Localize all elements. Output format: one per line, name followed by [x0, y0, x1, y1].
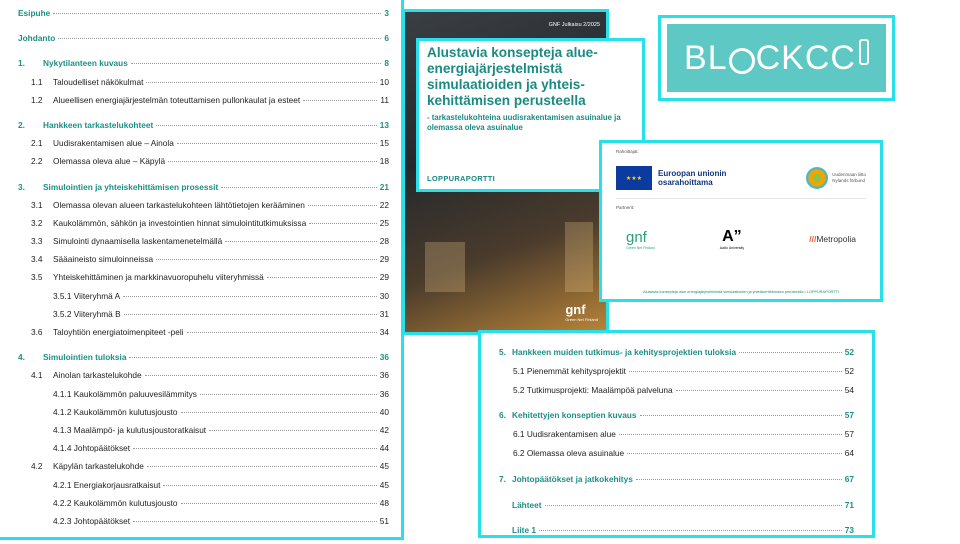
toc-entry-label: 5.2 Tutkimusprojekti: Maalämpöä palveluna: [513, 384, 673, 395]
toc-leader-dots: [123, 296, 377, 297]
toc-entry-page: 73: [844, 525, 854, 536]
globe-icon: [729, 48, 755, 74]
toc-entry-page: 48: [379, 497, 389, 508]
toc-leader-dots: [539, 530, 842, 531]
toc-leader-dots: [187, 332, 377, 333]
toc-entry-page: 52: [844, 347, 854, 357]
toc-entry-page: 71: [844, 499, 854, 510]
toc-entry-label: Nykytilanteen kuvaus: [43, 58, 128, 69]
toc-entry-label: 6.1 Uudisrakentamisen alue: [513, 429, 616, 440]
toc-leader-dots: [221, 187, 377, 188]
toc-leader-dots: [676, 390, 842, 391]
toc-entry-number: 4.2: [31, 461, 43, 472]
toc-entry-page: 42: [379, 424, 389, 435]
partner-aalto-logo: A” Aalto University: [719, 228, 745, 250]
toc-entry-page: 51: [379, 515, 389, 526]
toc-entry-page: 6: [384, 33, 389, 44]
toc-page-right: [478, 330, 875, 538]
toc-entry[interactable]: [18, 425, 389, 443]
toc-entry[interactable]: [18, 156, 389, 174]
toc-entry-page: 36: [379, 352, 389, 363]
toc-entry[interactable]: [18, 272, 389, 290]
toc-entry-number: 5.: [499, 347, 506, 357]
toc-entry-number: 1.2: [31, 94, 43, 105]
toc-entry-number: 3.5: [31, 272, 43, 283]
toc-entry-page: 45: [379, 461, 389, 472]
funding-footer: Alustavia konsepteja alue-energiajärjestelmistä simulaatioiden ja yhteiskehittämisen perusteella • LOPPURAPORTTI: [643, 290, 839, 294]
toc-entry-number: 4.: [18, 352, 25, 363]
toc-leader-dots: [181, 503, 377, 504]
toc-entry-label: Lähteet: [512, 499, 542, 510]
toc-entry[interactable]: [18, 480, 389, 498]
toc-entry-page: 18: [379, 156, 389, 167]
toc-entry[interactable]: [499, 474, 854, 493]
toc-entry[interactable]: [18, 516, 389, 534]
toc-leader-dots: [177, 143, 377, 144]
toc-entry-page: 30: [379, 290, 389, 301]
cover-publication-code: GNF Julkaisu 2/2025: [548, 22, 600, 28]
toc-entry[interactable]: [499, 448, 854, 467]
eu-funding-text: Euroopan unionin osarahoittama: [658, 169, 727, 187]
toc-entry-number: 3.4: [31, 254, 43, 265]
toc-entry-page: 36: [379, 388, 389, 399]
toc-entry-label: 6.2 Olemassa oleva asuinalue: [513, 447, 625, 458]
toc-entry[interactable]: [499, 347, 854, 366]
toc-entry-label: 4.1.1 Kaukolämmön paluuvesilämmitys: [53, 388, 197, 399]
toc-entry[interactable]: [18, 77, 389, 95]
toc-entry-page: 57: [844, 410, 854, 421]
toc-leader-dots: [146, 82, 376, 83]
toc-entry-label: 4.1.4 Johtopäätökset: [53, 443, 131, 454]
toc-entry-page: 25: [379, 217, 389, 228]
toc-entry-page: 54: [844, 384, 854, 395]
toc-entry[interactable]: [18, 33, 389, 51]
toc-entry[interactable]: [18, 58, 389, 76]
toc-entry[interactable]: [18, 182, 389, 200]
toc-entry-page: 44: [379, 443, 389, 454]
toc-entry-label: Käpylän tarkastelukohde: [53, 461, 144, 472]
toc-leader-dots: [181, 412, 377, 413]
toc-entry[interactable]: [18, 443, 389, 461]
toc-leader-dots: [156, 259, 377, 260]
toc-entry-number: 3.2: [31, 217, 43, 228]
toc-entry-page: 21: [379, 181, 389, 192]
toc-entry-page: 3: [384, 8, 389, 18]
toc-leader-dots: [629, 371, 842, 372]
toc-leader-dots: [58, 38, 381, 39]
toc-entry-label: 4.1.2 Kaukolämmön kulutusjousto: [53, 406, 178, 417]
toc-entry-page: 15: [379, 138, 389, 149]
toc-entry-page: 29: [379, 254, 389, 265]
toc-leader-dots: [267, 277, 377, 278]
toc-entry-page: 52: [844, 365, 854, 376]
toc-entry-label: Kehitettyjen konseptien kuvaus: [512, 410, 637, 421]
toc-entry[interactable]: [18, 309, 389, 327]
toc-entry-label: 3.5.1 Viiteryhmä A: [53, 290, 121, 301]
toc-leader-dots: [163, 485, 376, 486]
toc-entry[interactable]: [18, 120, 389, 138]
toc-entry-page: 40: [379, 406, 389, 417]
toc-leader-dots: [303, 100, 377, 101]
toc-leader-dots: [309, 223, 377, 224]
toc-entry[interactable]: [18, 200, 389, 218]
blockcc-logo: BL CKCC: [667, 24, 886, 92]
toc-entry-page: 29: [379, 272, 389, 283]
toc-entry[interactable]: [18, 407, 389, 425]
toc-entry-number: 2.2: [31, 156, 43, 167]
toc-entry-label: Olemassa oleva alue – Käpylä: [53, 156, 166, 167]
toc-entry-page: 34: [379, 327, 389, 337]
toc-entry-label: 4.2.2 Kaukolämmön kulutusjousto: [53, 497, 178, 508]
toc-leader-dots: [225, 241, 377, 242]
toc-entry[interactable]: [18, 389, 389, 407]
toc-entry[interactable]: [18, 8, 389, 26]
toc-entry[interactable]: [18, 291, 389, 309]
toc-leader-dots: [168, 161, 377, 162]
toc-entry-number: 1.: [18, 58, 25, 69]
toc-entry-page: 10: [379, 76, 389, 87]
toc-entry-number: 3.3: [31, 236, 43, 247]
toc-entry-label: Alueellisen energiajärjestelmän toteuttamisen pullonkaulat ja esteet: [53, 94, 301, 105]
region-emblem-icon: [806, 167, 828, 189]
toc-entry[interactable]: [18, 95, 389, 113]
toc-entry-label: 3.5.2 Viiteryhmä B: [53, 308, 121, 319]
toc-entry-page: 64: [844, 447, 854, 458]
toc-entry-label: Taloyhtiön energiatoimenpiteet -peli: [53, 327, 184, 337]
toc-entry-label: Olemassa olevan alueen tarkastelukohteen lähtötietojen kerääminen: [53, 199, 305, 210]
toc-entry[interactable]: [18, 370, 389, 388]
toc-leader-dots: [619, 434, 842, 435]
toc-entry-label: Simulointi dynaamisella laskentamenetelmällä: [53, 236, 223, 247]
toc-leader-dots: [627, 453, 842, 454]
uusimaa-region-logo: Uudenmaan liitto Nylands förbund: [806, 167, 866, 189]
cover-window: [425, 242, 465, 292]
gnf-logo: gnf Green Net Finland: [565, 302, 598, 322]
toc-entry-label: Sääaineisto simuloinneissa: [53, 254, 154, 265]
toc-entry-label: Yhteiskehittäminen ja markkinavuoropuhelu viiteryhmissä: [53, 272, 264, 283]
thermometer-icon: [859, 39, 869, 65]
toc-entry-label: 4.1.3 Maalämpö- ja kulutusjoustoratkaisut: [53, 424, 207, 435]
toc-entry-page: 13: [379, 119, 389, 130]
toc-entry-number: 6.: [499, 410, 506, 421]
toc-entry[interactable]: [18, 218, 389, 236]
toc-entry[interactable]: [18, 498, 389, 516]
toc-entry-page: 67: [844, 473, 854, 484]
toc-leader-dots: [209, 430, 377, 431]
report-subtitle: - tarkastelukohteina uudisrakentamisen asuinalue ja olemassa oleva asuinalue: [427, 113, 621, 132]
toc-entry-label: 4.2.3 Johtopäätökset: [53, 515, 131, 526]
toc-entry-label: Hankkeen tarkastelukohteet: [43, 119, 154, 130]
toc-leader-dots: [124, 314, 377, 315]
toc-entry-label: Hankkeen muiden tutkimus- ja kehitysprojektien tuloksia: [512, 347, 737, 357]
toc-entry[interactable]: [499, 366, 854, 385]
toc-leader-dots: [308, 205, 377, 206]
toc-entry[interactable]: [499, 525, 854, 544]
toc-leader-dots: [545, 505, 842, 506]
toc-leader-dots: [133, 448, 377, 449]
toc-leader-dots: [133, 521, 377, 522]
toc-leader-dots: [640, 415, 842, 416]
partner-metropolia-logo: ///Metropolia: [809, 234, 856, 244]
toc-entry-label: Ainolan tarkastelukohde: [53, 370, 142, 381]
toc-page-left: [0, 0, 404, 540]
toc-entry-number: 2.1: [31, 138, 43, 149]
toc-entry-label: Simulointien ja yhteiskehittämisen prosessit: [43, 181, 219, 192]
blockcc-logo-box: [658, 15, 895, 101]
toc-entry-page: 28: [379, 236, 389, 247]
toc-entry-label: Kaukolämmön, sähkön ja investointien hinnat simulointitutkimuksissa: [53, 217, 307, 228]
toc-entry-label: Taloudelliset näkökulmat: [53, 76, 144, 87]
toc-entry[interactable]: [499, 500, 854, 519]
toc-entry-number: 3.6: [31, 327, 43, 337]
eu-flag-icon: ★★★: [616, 166, 652, 190]
toc-entry[interactable]: [18, 352, 389, 370]
toc-entry-number: 1.1: [31, 76, 43, 87]
toc-entry-number: 2.: [18, 119, 25, 130]
toc-entry-number: 3.: [18, 181, 25, 192]
toc-entry-label: Uudisrakentamisen alue – Ainola: [53, 138, 174, 149]
toc-entry-label: Simulointien tuloksia: [43, 352, 127, 363]
toc-leader-dots: [739, 352, 842, 353]
toc-entry-label: 5.1 Pienemmät kehitysprojektit: [513, 365, 626, 376]
toc-entry-label: Esipuhe: [18, 8, 51, 18]
toc-entry-page: 31: [379, 308, 389, 319]
toc-entry[interactable]: [499, 410, 854, 429]
funding-partners-page: [599, 140, 883, 302]
toc-entry-page: 57: [844, 429, 854, 440]
toc-entry-label: Liite 1: [512, 525, 536, 536]
toc-entry-page: 45: [379, 479, 389, 490]
toc-entry[interactable]: [499, 385, 854, 404]
toc-entry[interactable]: [499, 429, 854, 448]
toc-entry-page: 36: [379, 370, 389, 381]
toc-entry-label: 4.2.1 Energiakorjausratkaisut: [53, 479, 161, 490]
funders-label: Rahoittajat:: [616, 149, 639, 154]
toc-entry[interactable]: [18, 461, 389, 479]
partner-gnf-logo: gnf Green Net Finland: [626, 228, 655, 250]
toc-entry-page: 8: [384, 58, 389, 69]
toc-entry[interactable]: [18, 138, 389, 156]
toc-entry-number: 7.: [499, 473, 506, 484]
partners-label: Partnerit:: [616, 205, 635, 210]
toc-entry-page: 22: [379, 199, 389, 210]
toc-leader-dots: [53, 13, 381, 14]
toc-leader-dots: [131, 63, 382, 64]
toc-leader-dots: [636, 479, 842, 480]
toc-leader-dots: [129, 357, 376, 358]
report-title: Alustavia konsepteja alue-energiajärjestelmistä simulaatioiden ja yhteis-kehittämisen perusteella: [427, 45, 598, 108]
report-type-tag: LOPPURAPORTTI: [427, 174, 496, 183]
cover-window: [565, 222, 593, 292]
toc-leader-dots: [147, 466, 377, 467]
toc-leader-dots: [145, 375, 377, 376]
toc-entry-number: 4.1: [31, 370, 43, 381]
toc-entry-number: 3.1: [31, 199, 43, 210]
toc-entry-page: 11: [380, 94, 389, 105]
toc-entry[interactable]: [18, 327, 389, 345]
toc-leader-dots: [200, 394, 377, 395]
toc-entry[interactable]: [18, 236, 389, 254]
toc-entry[interactable]: [18, 254, 389, 272]
toc-leader-dots: [156, 125, 377, 126]
toc-entry-label: Johdanto: [18, 33, 56, 44]
toc-entry-label: Johtopäätökset ja jatkokehitys: [512, 473, 633, 484]
